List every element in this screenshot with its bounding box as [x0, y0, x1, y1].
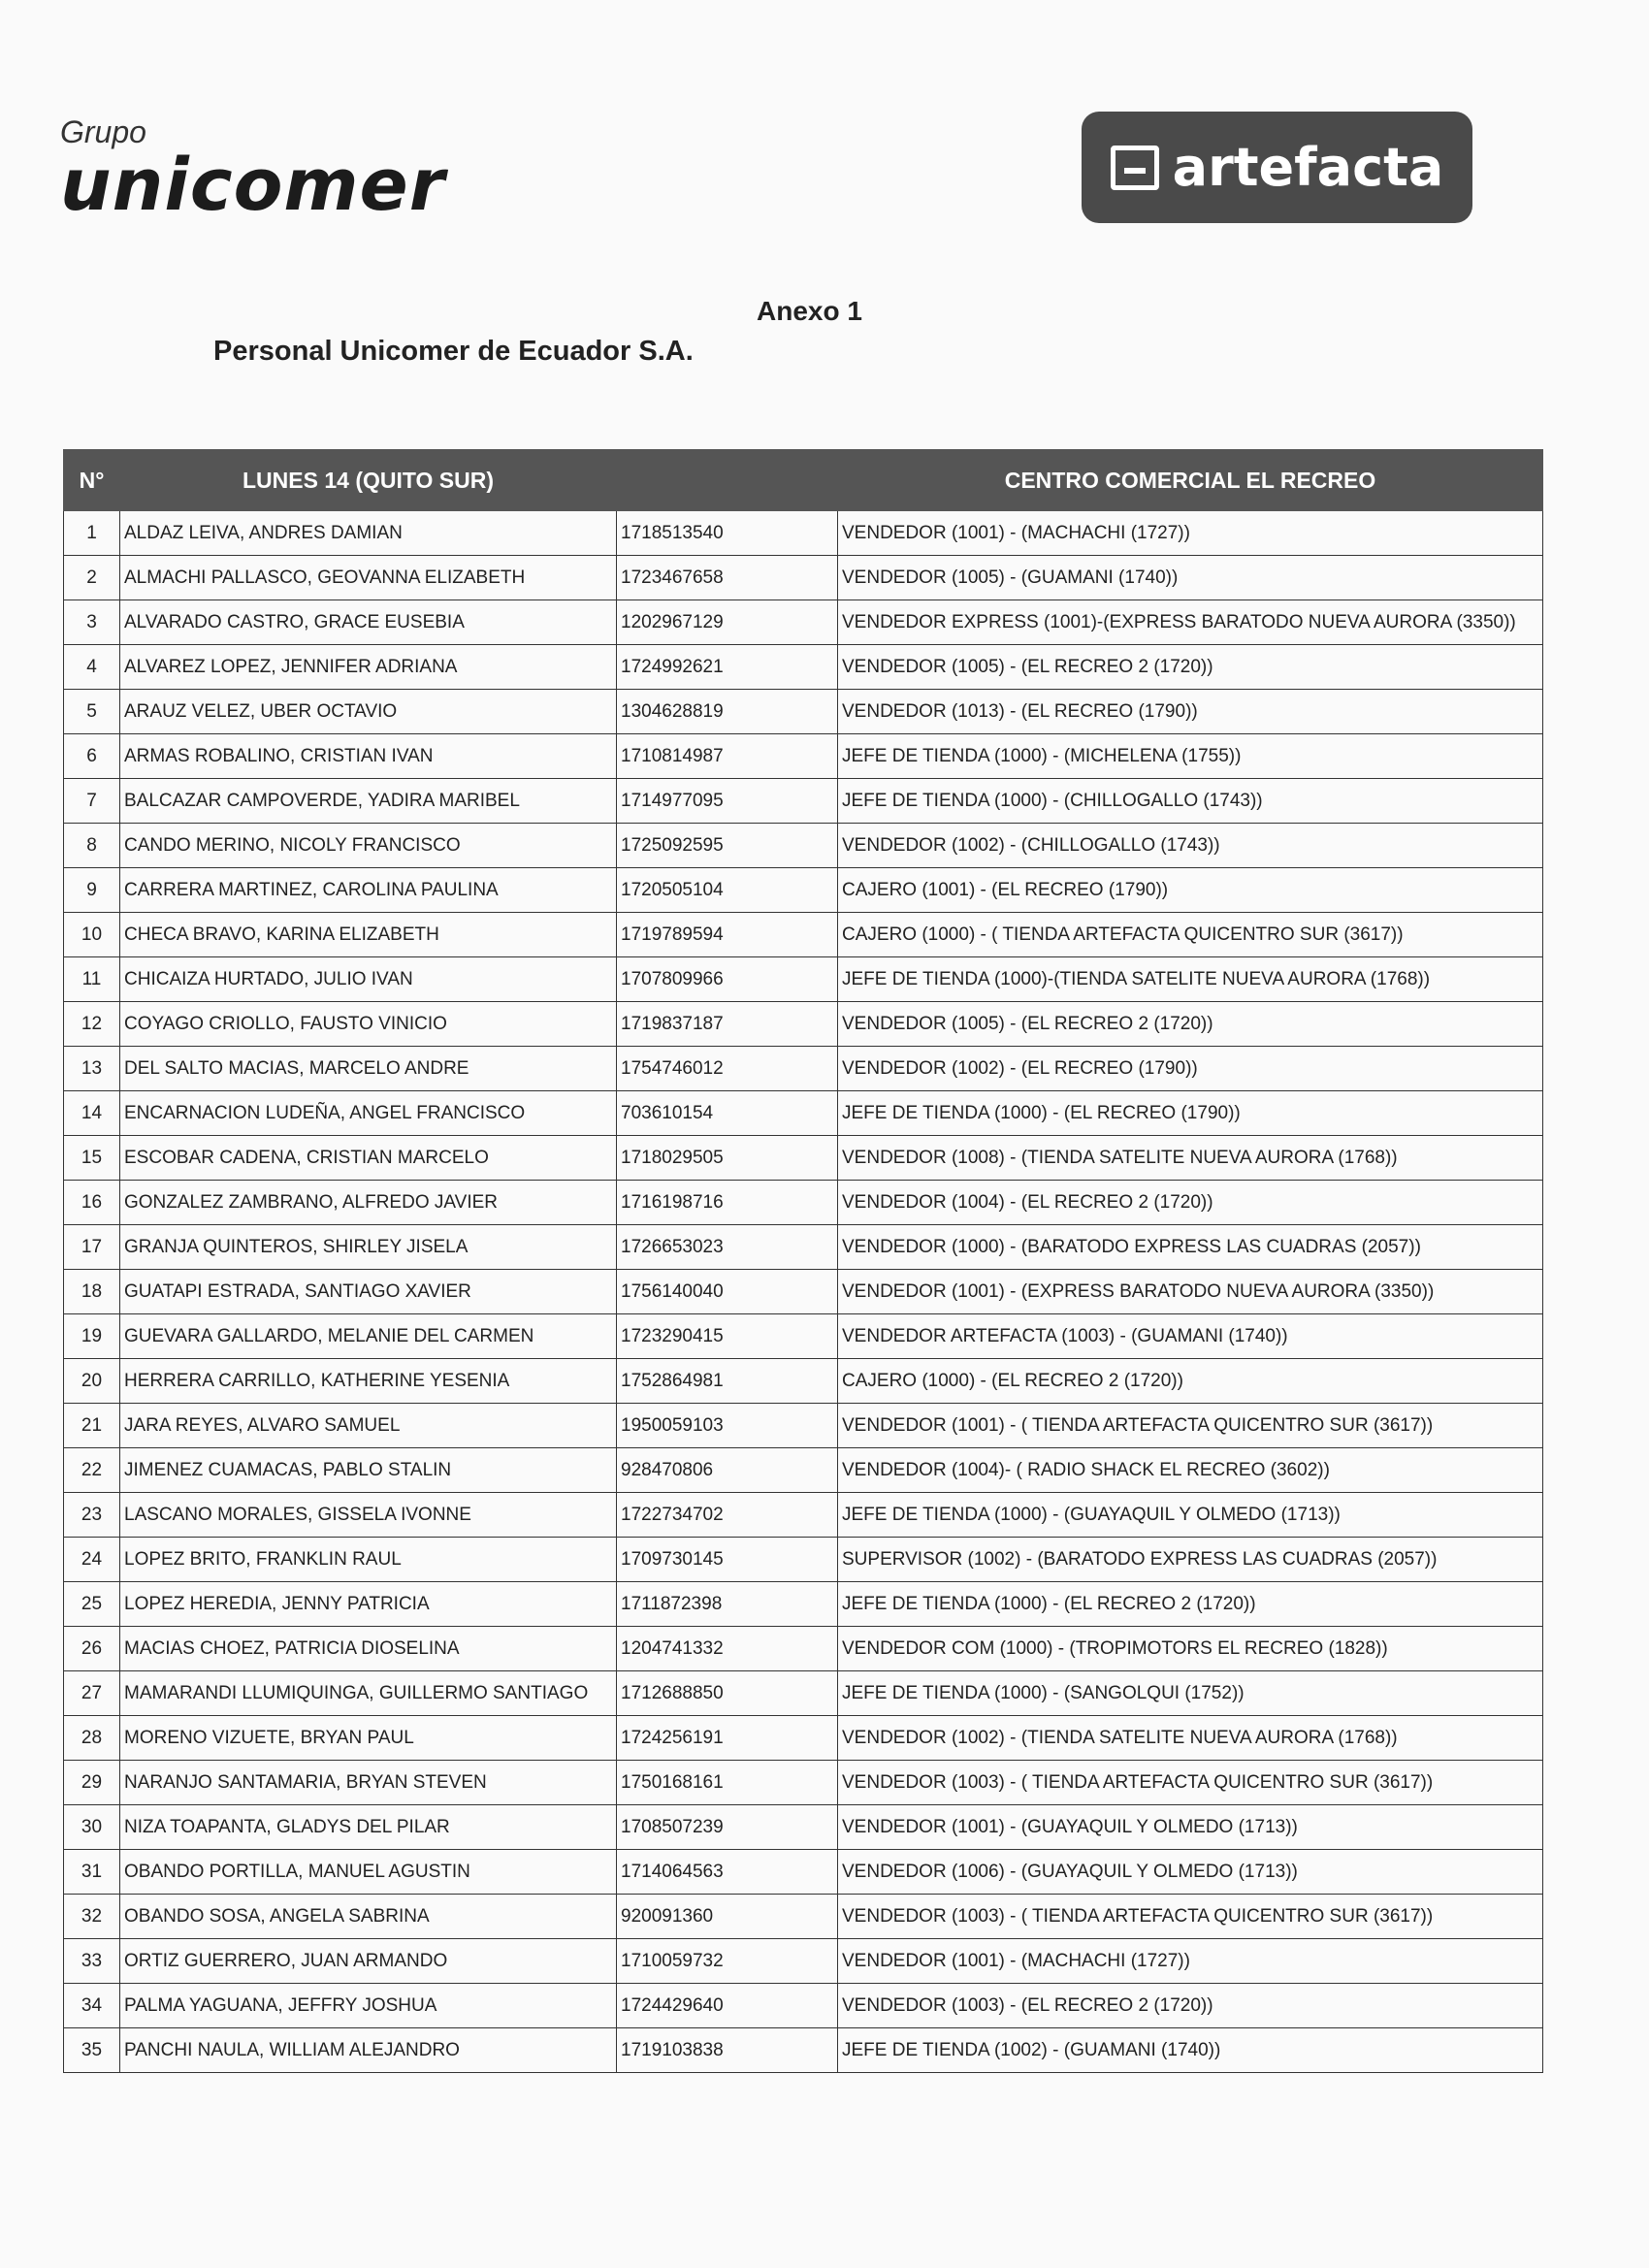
table-row: [64, 1805, 1543, 1850]
employee-name: GUATAPI ESTRADA, SANTIAGO XAVIER: [120, 1270, 617, 1314]
row-number: 21: [64, 1404, 120, 1448]
employee-name: HERRERA CARRILLO, KATHERINE YESENIA: [120, 1359, 617, 1404]
employee-name: JARA REYES, ALVARO SAMUEL: [120, 1404, 617, 1448]
header-mall: CENTRO COMERCIAL EL RECREO: [838, 450, 1543, 511]
position-store: VENDEDOR (1008) - (TIENDA SATELITE NUEVA AURORA (1768)): [838, 1136, 1543, 1181]
header-day-location: LUNES 14 (QUITO SUR): [120, 450, 617, 511]
table-row: [64, 1761, 1543, 1805]
table-row: [64, 556, 1543, 600]
position-store: VENDEDOR (1005) - (EL RECREO 2 (1720)): [838, 1002, 1543, 1047]
table-row: [64, 1538, 1543, 1582]
row-number: 2: [64, 556, 120, 600]
position-store: VENDEDOR (1003) - ( TIENDA ARTEFACTA QUICENTRO SUR (3617)): [838, 1895, 1543, 1939]
employee-name: MORENO VIZUETE, BRYAN PAUL: [120, 1716, 617, 1761]
employee-id: 1712688850: [617, 1671, 838, 1716]
employee-id: 1710814987: [617, 734, 838, 779]
row-number: 5: [64, 690, 120, 734]
employee-id: 1722734702: [617, 1493, 838, 1538]
employee-id: 703610154: [617, 1091, 838, 1136]
employee-id: 1707809966: [617, 957, 838, 1002]
unicomer-logo: [60, 114, 446, 227]
employee-id: 1718029505: [617, 1136, 838, 1181]
table-row: [64, 1850, 1543, 1895]
employee-name: MAMARANDI LLUMIQUINGA, GUILLERMO SANTIAGO: [120, 1671, 617, 1716]
logo-brand-text: unicomer: [60, 144, 446, 227]
table-row: [64, 1627, 1543, 1671]
employee-name: ARMAS ROBALINO, CRISTIAN IVAN: [120, 734, 617, 779]
employee-id: 1714064563: [617, 1850, 838, 1895]
table-row: [64, 511, 1543, 556]
employee-name: GONZALEZ ZAMBRANO, ALFREDO JAVIER: [120, 1181, 617, 1225]
employee-name: PANCHI NAULA, WILLIAM ALEJANDRO: [120, 2028, 617, 2073]
position-store: CAJERO (1000) - (EL RECREO 2 (1720)): [838, 1359, 1543, 1404]
employee-name: ALVARADO CASTRO, GRACE EUSEBIA: [120, 600, 617, 645]
employee-id: 1304628819: [617, 690, 838, 734]
employee-id: 1204741332: [617, 1627, 838, 1671]
row-number: 19: [64, 1314, 120, 1359]
table-row: [64, 1984, 1543, 2028]
position-store: JEFE DE TIENDA (1000) - (SANGOLQUI (1752)): [838, 1671, 1543, 1716]
position-store: JEFE DE TIENDA (1000) - (CHILLOGALLO (1743)): [838, 779, 1543, 824]
employee-id: 1752864981: [617, 1359, 838, 1404]
table-row: [64, 1493, 1543, 1538]
row-number: 25: [64, 1582, 120, 1627]
position-store: VENDEDOR (1001) - (GUAYAQUIL Y OLMEDO (1713)): [838, 1805, 1543, 1850]
position-store: VENDEDOR (1001) - ( TIENDA ARTEFACTA QUICENTRO SUR (3617)): [838, 1404, 1543, 1448]
employee-id: 1720505104: [617, 868, 838, 913]
position-store: JEFE DE TIENDA (1000)-(TIENDA SATELITE NUEVA AURORA (1768)): [838, 957, 1543, 1002]
row-number: 26: [64, 1627, 120, 1671]
table-row: [64, 1582, 1543, 1627]
employee-name: GUEVARA GALLARDO, MELANIE DEL CARMEN: [120, 1314, 617, 1359]
employee-id: 1202967129: [617, 600, 838, 645]
table-row: [64, 957, 1543, 1002]
position-store: VENDEDOR (1001) - (MACHACHI (1727)): [838, 1939, 1543, 1984]
position-store: VENDEDOR (1002) - (TIENDA SATELITE NUEVA AURORA (1768)): [838, 1716, 1543, 1761]
row-number: 27: [64, 1671, 120, 1716]
table-row: [64, 645, 1543, 690]
employee-name: OBANDO SOSA, ANGELA SABRINA: [120, 1895, 617, 1939]
row-number: 9: [64, 868, 120, 913]
position-store: VENDEDOR (1003) - (EL RECREO 2 (1720)): [838, 1984, 1543, 2028]
employee-id: 1718513540: [617, 511, 838, 556]
position-store: VENDEDOR (1001) - (EXPRESS BARATODO NUEVA AURORA (3350)): [838, 1270, 1543, 1314]
employee-id: 1724256191: [617, 1716, 838, 1761]
employee-id: 1719103838: [617, 2028, 838, 2073]
position-store: VENDEDOR (1013) - (EL RECREO (1790)): [838, 690, 1543, 734]
position-store: VENDEDOR (1005) - (EL RECREO 2 (1720)): [838, 645, 1543, 690]
row-number: 3: [64, 600, 120, 645]
employee-id: 1950059103: [617, 1404, 838, 1448]
table-row: [64, 1404, 1543, 1448]
table-row: [64, 1136, 1543, 1181]
artefacta-box-icon: [1111, 146, 1159, 190]
table-row: [64, 690, 1543, 734]
position-store: VENDEDOR ARTEFACTA (1003) - (GUAMANI (1740)): [838, 1314, 1543, 1359]
table-row: [64, 1225, 1543, 1270]
table-row: [64, 2028, 1543, 2073]
employee-name: PALMA YAGUANA, JEFFRY JOSHUA: [120, 1984, 617, 2028]
row-number: 29: [64, 1761, 120, 1805]
row-number: 23: [64, 1493, 120, 1538]
row-number: 16: [64, 1181, 120, 1225]
employee-name: DEL SALTO MACIAS, MARCELO ANDRE: [120, 1047, 617, 1091]
position-store: CAJERO (1000) - ( TIENDA ARTEFACTA QUICENTRO SUR (3617)): [838, 913, 1543, 957]
table-row: [64, 1047, 1543, 1091]
row-number: 24: [64, 1538, 120, 1582]
employee-name: CHICAIZA HURTADO, JULIO IVAN: [120, 957, 617, 1002]
employee-id: 1714977095: [617, 779, 838, 824]
row-number: 8: [64, 824, 120, 868]
employee-id: 1711872398: [617, 1582, 838, 1627]
position-store: VENDEDOR (1005) - (GUAMANI (1740)): [838, 556, 1543, 600]
position-store: VENDEDOR (1001) - (MACHACHI (1727)): [838, 511, 1543, 556]
employee-name: ORTIZ GUERRERO, JUAN ARMANDO: [120, 1939, 617, 1984]
position-store: VENDEDOR (1003) - ( TIENDA ARTEFACTA QUICENTRO SUR (3617)): [838, 1761, 1543, 1805]
table-row: [64, 1091, 1543, 1136]
employee-name: JIMENEZ CUAMACAS, PABLO STALIN: [120, 1448, 617, 1493]
row-number: 14: [64, 1091, 120, 1136]
table-row: [64, 1716, 1543, 1761]
employee-id: 1754746012: [617, 1047, 838, 1091]
table-row: [64, 1359, 1543, 1404]
row-number: 10: [64, 913, 120, 957]
employee-name: COYAGO CRIOLLO, FAUSTO VINICIO: [120, 1002, 617, 1047]
employee-id: 928470806: [617, 1448, 838, 1493]
table-row: [64, 868, 1543, 913]
table-row: [64, 1939, 1543, 1984]
row-number: 32: [64, 1895, 120, 1939]
table-row: [64, 824, 1543, 868]
row-number: 35: [64, 2028, 120, 2073]
position-store: CAJERO (1001) - (EL RECREO (1790)): [838, 868, 1543, 913]
table-row: [64, 1448, 1543, 1493]
employee-name: BALCAZAR CAMPOVERDE, YADIRA MARIBEL: [120, 779, 617, 824]
header-number: N°: [64, 450, 120, 511]
table-row: [64, 600, 1543, 645]
employee-name: ALVAREZ LOPEZ, JENNIFER ADRIANA: [120, 645, 617, 690]
personnel-table: [63, 449, 1543, 2073]
position-store: VENDEDOR (1002) - (EL RECREO (1790)): [838, 1047, 1543, 1091]
row-number: 12: [64, 1002, 120, 1047]
table-row: [64, 1002, 1543, 1047]
table-row: [64, 779, 1543, 824]
table-row: [64, 1895, 1543, 1939]
employee-name: ESCOBAR CADENA, CRISTIAN MARCELO: [120, 1136, 617, 1181]
employee-id: 1724429640: [617, 1984, 838, 2028]
anexo-title: Anexo 1: [757, 296, 862, 326]
row-number: 28: [64, 1716, 120, 1761]
table-row: [64, 1181, 1543, 1225]
row-number: 1: [64, 511, 120, 556]
employee-name: CANDO MERINO, NICOLY FRANCISCO: [120, 824, 617, 868]
table-row: [64, 1314, 1543, 1359]
row-number: 15: [64, 1136, 120, 1181]
row-number: 34: [64, 1984, 120, 2028]
header-id: [617, 450, 838, 511]
employee-name: MACIAS CHOEZ, PATRICIA DIOSELINA: [120, 1627, 617, 1671]
company-subtitle: Personal Unicomer de Ecuador S.A.: [213, 336, 694, 367]
employee-id: 1756140040: [617, 1270, 838, 1314]
employee-id: 1708507239: [617, 1805, 838, 1850]
row-number: 13: [64, 1047, 120, 1091]
employee-name: GRANJA QUINTEROS, SHIRLEY JISELA: [120, 1225, 617, 1270]
employee-name: CHECA BRAVO, KARINA ELIZABETH: [120, 913, 617, 957]
position-store: SUPERVISOR (1002) - (BARATODO EXPRESS LAS CUADRAS (2057)): [838, 1538, 1543, 1582]
row-number: 17: [64, 1225, 120, 1270]
row-number: 22: [64, 1448, 120, 1493]
row-number: 7: [64, 779, 120, 824]
employee-id: 1710059732: [617, 1939, 838, 1984]
position-store: JEFE DE TIENDA (1000) - (EL RECREO (1790)): [838, 1091, 1543, 1136]
row-number: 6: [64, 734, 120, 779]
employee-id: 1724992621: [617, 645, 838, 690]
artefacta-logo: [1082, 112, 1472, 223]
employee-name: CARRERA MARTINEZ, CAROLINA PAULINA: [120, 868, 617, 913]
employee-id: 1726653023: [617, 1225, 838, 1270]
row-number: 31: [64, 1850, 120, 1895]
table-body: [64, 511, 1543, 2073]
table-row: [64, 1671, 1543, 1716]
position-store: VENDEDOR (1004)- ( RADIO SHACK EL RECREO (3602)): [838, 1448, 1543, 1493]
position-store: JEFE DE TIENDA (1000) - (GUAYAQUIL Y OLMEDO (1713)): [838, 1493, 1543, 1538]
table-row: [64, 913, 1543, 957]
employee-id: 1719789594: [617, 913, 838, 957]
position-store: JEFE DE TIENDA (1000) - (MICHELENA (1755)): [838, 734, 1543, 779]
employee-name: ALMACHI PALLASCO, GEOVANNA ELIZABETH: [120, 556, 617, 600]
row-number: 30: [64, 1805, 120, 1850]
row-number: 18: [64, 1270, 120, 1314]
employee-id: 1719837187: [617, 1002, 838, 1047]
position-store: JEFE DE TIENDA (1000) - (EL RECREO 2 (1720)): [838, 1582, 1543, 1627]
artefacta-logo-text: artefacta: [1172, 136, 1444, 198]
row-number: 33: [64, 1939, 120, 1984]
employee-name: ENCARNACION LUDEÑA, ANGEL FRANCISCO: [120, 1091, 617, 1136]
employee-id: 1725092595: [617, 824, 838, 868]
employee-name: NIZA TOAPANTA, GLADYS DEL PILAR: [120, 1805, 617, 1850]
row-number: 20: [64, 1359, 120, 1404]
employee-name: LOPEZ BRITO, FRANKLIN RAUL: [120, 1538, 617, 1582]
position-store: VENDEDOR EXPRESS (1001)-(EXPRESS BARATODO NUEVA AURORA (3350)): [838, 600, 1543, 645]
employee-id: 1716198716: [617, 1181, 838, 1225]
logo-grupo-text: Grupo: [60, 114, 146, 149]
table-header-row: [64, 450, 1543, 511]
employee-name: NARANJO SANTAMARIA, BRYAN STEVEN: [120, 1761, 617, 1805]
employee-name: LASCANO MORALES, GISSELA IVONNE: [120, 1493, 617, 1538]
table-row: [64, 1270, 1543, 1314]
employee-id: 1709730145: [617, 1538, 838, 1582]
row-number: 4: [64, 645, 120, 690]
employee-id: 1750168161: [617, 1761, 838, 1805]
employee-name: ARAUZ VELEZ, UBER OCTAVIO: [120, 690, 617, 734]
position-store: JEFE DE TIENDA (1002) - (GUAMANI (1740)): [838, 2028, 1543, 2073]
position-store: VENDEDOR COM (1000) - (TROPIMOTORS EL RECREO (1828)): [838, 1627, 1543, 1671]
position-store: VENDEDOR (1002) - (CHILLOGALLO (1743)): [838, 824, 1543, 868]
employee-name: ALDAZ LEIVA, ANDRES DAMIAN: [120, 511, 617, 556]
employee-id: 1723290415: [617, 1314, 838, 1359]
row-number: 11: [64, 957, 120, 1002]
position-store: VENDEDOR (1000) - (BARATODO EXPRESS LAS CUADRAS (2057)): [838, 1225, 1543, 1270]
table-row: [64, 734, 1543, 779]
position-store: VENDEDOR (1006) - (GUAYAQUIL Y OLMEDO (1713)): [838, 1850, 1543, 1895]
employee-name: LOPEZ HEREDIA, JENNY PATRICIA: [120, 1582, 617, 1627]
employee-id: 1723467658: [617, 556, 838, 600]
position-store: VENDEDOR (1004) - (EL RECREO 2 (1720)): [838, 1181, 1543, 1225]
employee-id: 920091360: [617, 1895, 838, 1939]
employee-name: OBANDO PORTILLA, MANUEL AGUSTIN: [120, 1850, 617, 1895]
